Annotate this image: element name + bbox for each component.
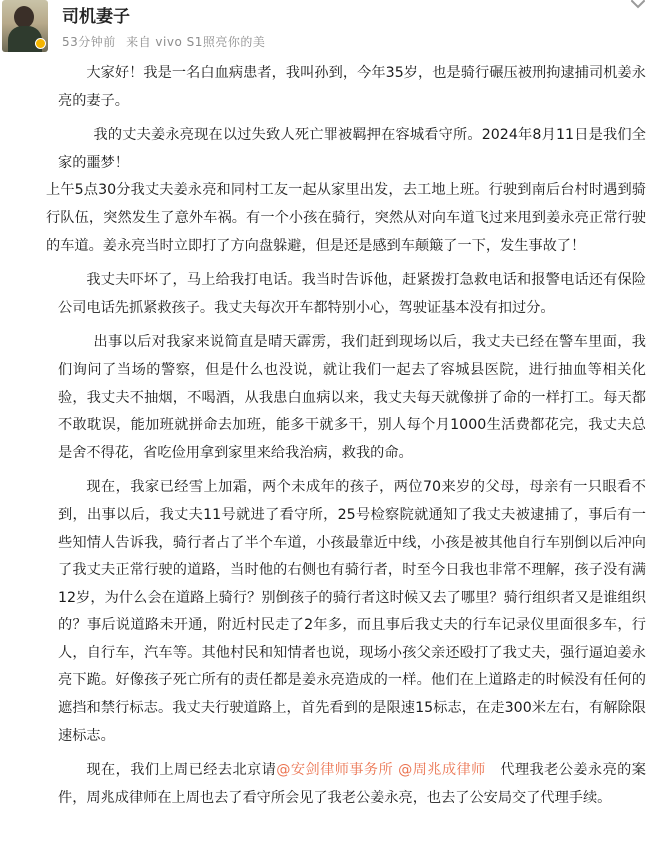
- paragraph: 上午5点30分我丈夫姜永亮和同村工友一起从家里出发，去工地上班。行驶到南后台村时遇到骑行队伍，突然发生了意外车祸。有一个小孩在骑行，突然从对向车道飞过来甩到姜永亮正常行驶的车道。姜永亮当时立即打了方向盘躲避，但是还是感到车颠簸了一下，发生事故了！: [46, 182, 646, 254]
- paragraph: 我丈夫吓坏了，马上给我打电话。我当时告诉他，赶紧拨打急救电话和报警电话还有保险公司电话先抓紧救孩子。我丈夫每次开车都特别小心，驾驶证基本没有扣过分。: [58, 272, 646, 316]
- verified-badge-icon: [35, 38, 46, 49]
- paragraph: 出事以后对我家来说简直是晴天霹雳，我们赶到现场以后，我丈夫已经在警车里面，我们询问了当场的警察，但是什么也没说，就让我们一起去了容城县医院，进行抽血等相关化验，我丈夫不抽烟，不喝酒，从我患白血病以来，我丈夫每天就像拼了命的一样打工。每天都不敢耽误，能加班就拼命去加班，能多干就多干，别人每个月1000生活费都花完，我丈夫总是舍不得花，省吃俭用拿到家里来给我治病，救我的命。: [58, 334, 646, 461]
- mention-link[interactable]: @周兆成律师: [398, 762, 486, 779]
- paragraph: 我的丈夫姜永亮现在以过失致人死亡罪被羁押在容城看守所。2024年8月11日是我们全家的噩梦！: [58, 127, 646, 171]
- post-meta: [62, 33, 271, 50]
- post-time: 53分钟前: [62, 35, 116, 49]
- avatar[interactable]: [2, 0, 48, 52]
- post-source: 来自 vivo S1照亮你的美: [126, 35, 266, 49]
- chevron-down-icon[interactable]: [626, 0, 650, 12]
- author-name[interactable]: 司机妻子: [62, 7, 130, 27]
- paragraph: 现在，我家已经雪上加霜，两个未成年的孩子，两位70来岁的父母，母亲有一只眼看不到，出事以后，我丈夫11号就进了看守所，25号检察院就通知了我丈夫被逮捕了，事后有一些知情人告诉我，骑行者占了半个车道，小孩最靠近中线，小孩是被其他自行车别倒以后冲向了我丈夫正常行驶的道路，当时他的右侧也有骑行者，时至今日我也非常不理解，孩子没有满12岁，为什么会在道路上骑行？别倒孩子的骑行者这时候又去了哪里？骑行组织者又是谁组织的？事后说道路未开通，附近村民走了2年多，而且事后我丈夫的行车记录仪里面很多车，行人，自行车，汽车等。其他村民和知情者也说，现场小孩父亲还殴打了我丈夫，强行逼迫姜永亮下跪。好像孩子死亡所有的责任都是姜永亮造成的一样。他们在上道路走的时候没有任何的遮挡和禁行标志。我丈夫行驶道路上，首先看到的是限速15标志，在走300米左右，有解除限速标志。: [58, 479, 646, 744]
- post-body: [46, 60, 646, 812]
- mention-link[interactable]: @安剑律师事务所: [276, 762, 394, 779]
- paragraph: 现在，我们上周已经去北京请@安剑律师事务所 @周兆成律师 代理我老公姜永亮的案件，周兆成律师在上周也去了看守所会见了我老公姜永亮，也去了公安局交了代理手续。: [58, 762, 646, 806]
- paragraph: 大家好！我是一名白血病患者，我叫孙到，今年35岁，也是骑行碾压被刑拘逮捕司机姜永亮的妻子。: [58, 65, 646, 109]
- post-header: [0, 0, 656, 56]
